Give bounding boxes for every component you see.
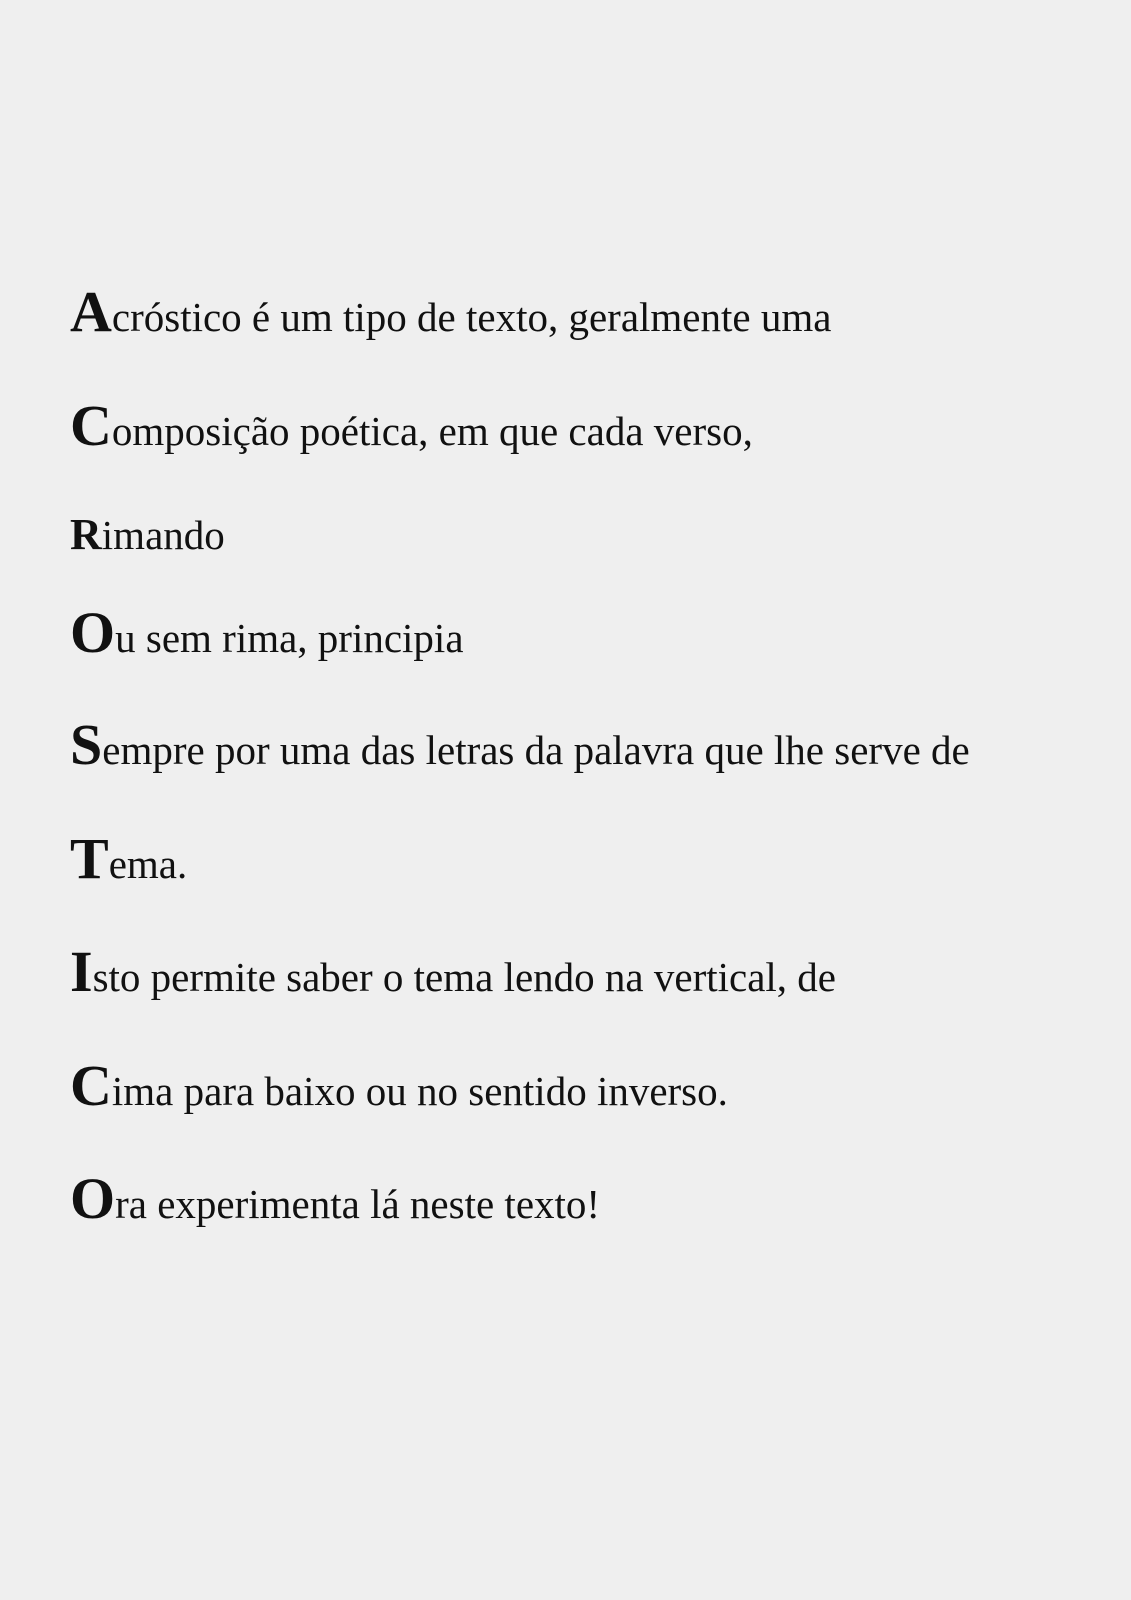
line-text: cróstico é um tipo de texto, geralmente uma (111, 294, 832, 340)
line-initial: R (70, 510, 102, 559)
poem-line (70, 393, 753, 458)
line-text: imando (101, 512, 225, 558)
poem-line (70, 1166, 601, 1231)
line-text: ima para baixo ou no sentido inverso. (111, 1068, 728, 1114)
line-initial: C (70, 1053, 112, 1118)
line-text: ema. (108, 841, 188, 887)
line-initial: S (70, 712, 103, 777)
line-initial: O (70, 1166, 116, 1231)
line-initial: I (70, 939, 93, 1004)
line-initial: T (70, 826, 109, 891)
line-text: empre por uma das letras da palavra que lhe serve de (102, 727, 970, 773)
acrostic-poem (70, 0, 1110, 1600)
line-initial: A (70, 279, 112, 344)
poem-line (70, 1053, 728, 1118)
poem-line (70, 510, 225, 559)
line-text: omposição poética, em que cada verso, (111, 408, 753, 454)
line-text: ra experimenta lá neste texto! (115, 1181, 601, 1227)
line-text: u sem rima, principia (115, 615, 464, 661)
poem-line (70, 712, 970, 777)
poem-line (70, 279, 832, 344)
poem-line (70, 600, 464, 665)
poem-line (70, 939, 836, 1004)
poem-line (70, 826, 188, 891)
line-text: sto permite saber o tema lendo na vertical, de (92, 954, 836, 1000)
line-initial: O (70, 600, 116, 665)
line-initial: C (70, 393, 112, 458)
